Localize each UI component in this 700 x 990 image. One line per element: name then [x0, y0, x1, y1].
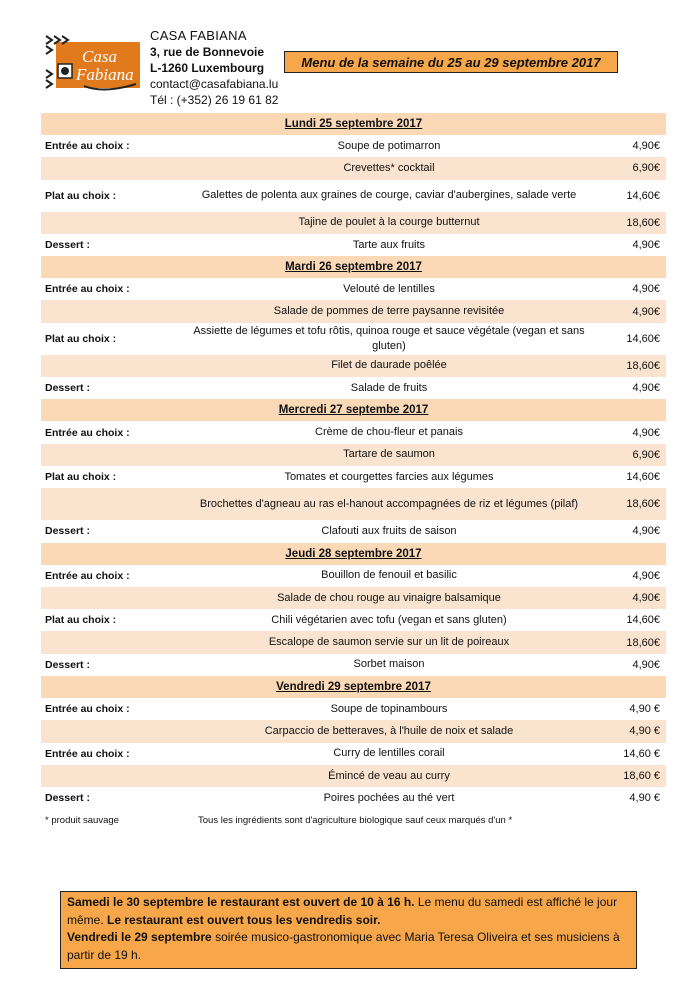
info-friday-date: Vendredi le 29 septembre — [67, 930, 212, 944]
phone-number: Tél : (+352) 26 19 61 82 — [150, 93, 279, 107]
menu-row — [41, 421, 666, 443]
menu-row — [41, 787, 666, 809]
dish-price: 18,60€ — [604, 355, 666, 377]
menu-row — [41, 278, 666, 300]
course-label: Dessert : — [45, 382, 90, 395]
menu-row — [41, 654, 666, 676]
course-label: Dessert : — [45, 525, 90, 538]
dish-name: Émincé de veau au curry — [174, 765, 604, 787]
course-label — [41, 300, 174, 322]
menu-row — [41, 743, 666, 765]
menu-row — [41, 587, 666, 609]
dish-name: Escalope de saumon servie sur un lit de poireaux — [174, 631, 604, 653]
restaurant-name: CASA FABIANA — [150, 28, 247, 43]
course-label: Plat au choix : — [45, 189, 117, 202]
info-box — [60, 891, 637, 969]
dish-name: Crevettes* cocktail — [174, 157, 604, 179]
dish-price: 4,90€ — [632, 283, 660, 296]
dish-price: 4,90€ — [604, 300, 666, 322]
menu-row — [41, 698, 666, 720]
day-title: Mardi 26 septembre 2017 — [41, 256, 666, 278]
dish-price: 18,60 € — [604, 765, 666, 787]
dish-name: Tartare de saumon — [174, 444, 604, 466]
dish-price: 4,90 € — [629, 703, 660, 716]
dish-price: 14,60€ — [626, 471, 660, 484]
footnote-row — [41, 810, 666, 832]
menu-row — [41, 377, 666, 399]
day-title: Vendredi 29 septembre 2017 — [41, 676, 666, 698]
dish-name: Salade de pommes de terre paysanne revisitée — [174, 300, 604, 322]
course-label: Plat au choix : — [45, 332, 117, 345]
day-header — [41, 676, 666, 698]
address-line1: 3, rue de Bonnevoie — [150, 45, 265, 59]
dish-name: Bouillon de fenouil et basilic — [321, 569, 457, 582]
info-saturday-hours: Samedi le 30 septembre le restaurant est ouvert de 10 à 16 h. — [67, 895, 415, 909]
dish-price: 14,60€ — [626, 614, 660, 627]
menu-table — [41, 113, 666, 832]
logo-text-top: Casa — [82, 47, 117, 66]
dish-name: Tajine de poulet à la courge butternut — [174, 212, 604, 234]
dish-price: 18,60€ — [604, 631, 666, 653]
course-label: Plat au choix : — [45, 614, 117, 627]
dish-name: Velouté de lentilles — [343, 282, 435, 295]
course-label — [41, 212, 174, 234]
dish-name: Tomates et courgettes farcies aux légumes — [284, 470, 494, 483]
course-label: Entrée au choix : — [45, 569, 130, 582]
menu-row — [41, 444, 666, 466]
day-header — [41, 399, 666, 421]
dish-price: 4,90€ — [604, 587, 666, 609]
casa-fabiana-logo — [44, 30, 142, 100]
dish-name: Tarte aux fruits — [352, 238, 426, 251]
course-label — [41, 355, 174, 377]
dish-price: 4,90 € — [629, 792, 660, 805]
course-label: Entrée au choix : — [45, 140, 130, 153]
logo-text-bottom: Fabiana — [76, 65, 134, 84]
course-label: Entrée au choix : — [45, 747, 130, 760]
dish-name: Poires pochées au thé vert — [323, 791, 455, 804]
menu-row — [41, 631, 666, 653]
dish-price: 4,90€ — [632, 140, 660, 153]
menu-row — [41, 488, 666, 520]
menu-row — [41, 323, 666, 355]
info-friday-event: soirée musico-gastronomique avec Maria Teresa Oliveira et ses musiciens à partir de 19 h. — [67, 930, 620, 962]
dish-name: Curry de lentilles corail — [333, 747, 445, 760]
menu-row — [41, 565, 666, 587]
menu-row — [41, 180, 666, 212]
course-label: Entrée au choix : — [45, 283, 130, 296]
info-saturday-note: Le menu du samedi est affiché le jour même. — [67, 895, 618, 927]
day-title: Lundi 25 septembre 2017 — [41, 113, 666, 135]
menu-row — [41, 520, 666, 542]
menu-row — [41, 609, 666, 631]
course-label — [41, 720, 174, 742]
dish-price: 6,90€ — [604, 157, 666, 179]
dish-name: Soupe de topinambours — [330, 702, 448, 715]
course-label: Dessert : — [45, 792, 90, 805]
info-friday-open: Le restaurant est ouvert tous les vendredis soir. — [107, 912, 381, 927]
dish-name: Brochettes d'agneau au ras el-hanout accompagnées de riz et légumes (pilaf) — [174, 488, 604, 520]
dish-price: 4,90€ — [632, 525, 660, 538]
address-block — [150, 28, 278, 108]
menu-row — [41, 300, 666, 322]
course-label: Dessert : — [45, 239, 90, 252]
course-label — [41, 157, 174, 179]
address-line2: L-1260 Luxembourg — [150, 61, 265, 75]
dish-name: Crème de chou-fleur et panais — [315, 426, 463, 439]
day-header — [41, 256, 666, 278]
dish-price: 14,60€ — [626, 189, 660, 202]
menu-row — [41, 234, 666, 256]
dish-name: Galettes de polenta aux graines de courge, caviar d'aubergines, salade verte — [201, 189, 577, 202]
dish-price: 4,90€ — [632, 658, 660, 671]
course-label: Dessert : — [45, 658, 90, 671]
dish-price: 14,60€ — [626, 332, 660, 345]
dish-name: Chili végétarien avec tofu (vegan et sans gluten) — [271, 613, 507, 626]
dish-price: 18,60€ — [604, 488, 666, 520]
menu-row — [41, 720, 666, 742]
dish-price: 4,90€ — [632, 426, 660, 439]
menu-row — [41, 355, 666, 377]
dish-name: Salade de fruits — [350, 381, 428, 394]
dish-price: 6,90€ — [604, 444, 666, 466]
course-label — [41, 587, 174, 609]
footnote-organic: Tous les ingrédients sont d'agriculture biologique sauf ceux marqués d'un * — [198, 815, 513, 827]
menu-title: Menu de la semaine du 25 au 29 septembre 2017 — [284, 51, 618, 73]
menu-row — [41, 212, 666, 234]
menu-row — [41, 765, 666, 787]
dish-name: Assiette de légumes et tofu rôtis, quinoa rouge et sauce végétale (vegan et sans gluten) — [193, 324, 585, 352]
course-label: Entrée au choix : — [45, 426, 130, 439]
menu-body — [41, 113, 666, 832]
course-label — [41, 444, 174, 466]
dish-name: Sorbet maison — [353, 658, 425, 671]
footnote-wild: * produit sauvage — [45, 815, 119, 827]
day-title: Jeudi 28 septembre 2017 — [41, 543, 666, 565]
dish-name: Carpaccio de betteraves, à l'huile de noix et salade — [174, 720, 604, 742]
logo-graphic — [44, 30, 142, 100]
course-label — [41, 488, 174, 520]
dish-name: Clafouti aux fruits de saison — [321, 524, 457, 537]
course-label: Plat au choix : — [45, 471, 117, 484]
dish-price: 4,90€ — [632, 239, 660, 252]
dish-price: 4,90 € — [604, 720, 666, 742]
course-label — [41, 631, 174, 653]
dish-name: Soupe de potimarron — [337, 139, 441, 152]
dish-name: Salade de chou rouge au vinaigre balsamique — [174, 587, 604, 609]
menu-row — [41, 135, 666, 157]
dish-price: 4,90€ — [632, 382, 660, 395]
dish-price: 14,60 € — [623, 747, 660, 760]
day-header — [41, 543, 666, 565]
dish-name: Filet de daurade poêlée — [174, 355, 604, 377]
course-label — [41, 765, 174, 787]
course-label: Entrée au choix : — [45, 703, 130, 716]
menu-row — [41, 157, 666, 179]
email-link[interactable]: contact@casafabiana.lu — [150, 77, 279, 91]
menu-row — [41, 466, 666, 488]
dish-price: 18,60€ — [604, 212, 666, 234]
day-header — [41, 113, 666, 135]
dish-price: 4,90€ — [632, 569, 660, 582]
day-title: Mercredi 27 septembe 2017 — [41, 399, 666, 421]
